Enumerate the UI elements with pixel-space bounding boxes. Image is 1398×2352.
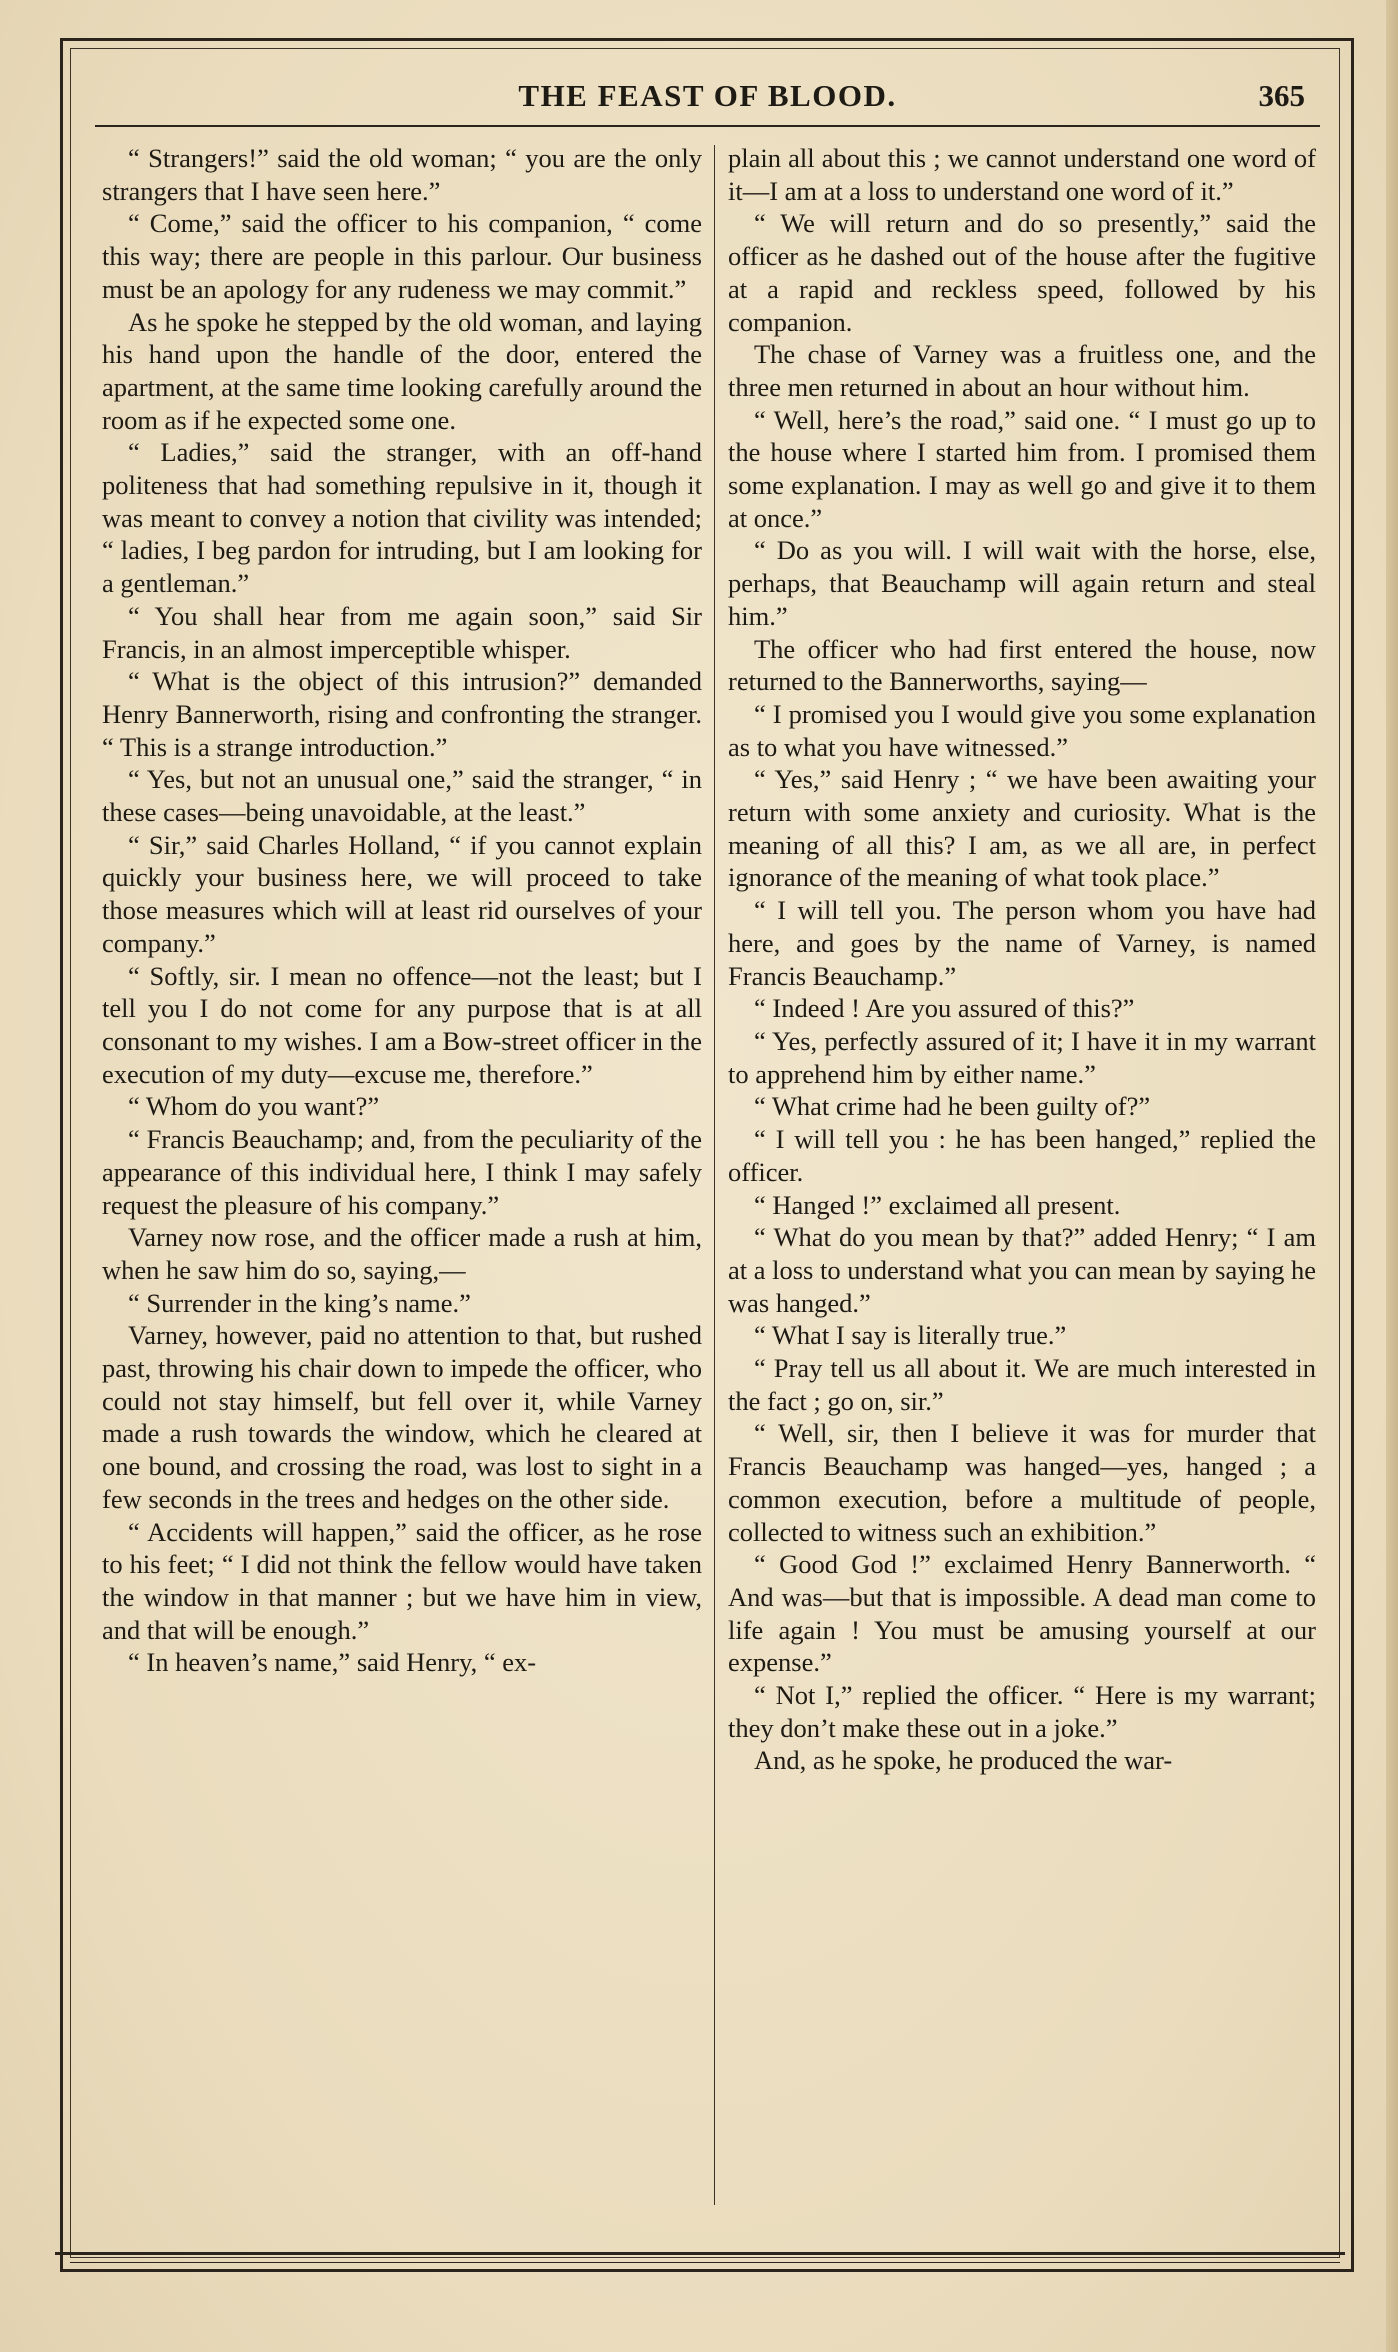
paragraph: “ What crime had he been guilty of?”: [754, 1091, 1151, 1122]
paragraph: Varney, however, paid no attention to that, but rushed past, throwing his chair down to impede the officer, who could not stay himself, but fell over it, while Varney made a rush towards the window, which he cleared at one bound, and crossing the road, was lost to sight in a few seconds in the trees and hedges on the other side.: [102, 1320, 702, 1514]
paragraph: “ What I say is literally true.”: [754, 1320, 1067, 1351]
paragraph: plain all about this ; we cannot understand one word of it—I am at a loss to understand one word of it.”: [728, 143, 1316, 206]
paragraph: “ I promised you I would give you some explanation as to what you have witnessed.”: [728, 698, 1316, 762]
paragraph: “ In heaven’s name,” said Henry, “ ex-: [128, 1647, 537, 1678]
page-header: [100, 74, 1315, 130]
paragraph: “ Well, sir, then I believe it was for murder that Francis Beauchamp was hanged—yes, hanged ; a common execution, before a multitude of people, collected to witness such an exhibition.”: [728, 1418, 1316, 1547]
paragraph: “ Do as you will. I will wait with the horse, else, perhaps, that Beauchamp will again return and steal him.”: [728, 535, 1316, 631]
paragraph: “ Not I,” replied the officer. “ Here is my warrant; they don’t make these out in a joke.”: [728, 1680, 1316, 1743]
paragraph: Varney now rose, and the officer made a rush at him, when he saw him do so, saying,—: [102, 1222, 702, 1285]
paragraph: “ Surrender in the king’s name.”: [128, 1287, 471, 1318]
paragraph: The chase of Varney was a fruitless one, and the three men returned in about an hour without him.: [728, 339, 1316, 402]
page-edge: [1386, 0, 1398, 2352]
left-column: [102, 142, 702, 2217]
paragraph: “ What do you mean by that?” added Henry; “ I am at a loss to understand what you can mean by saying he was hanged.”: [728, 1222, 1317, 1318]
paragraph: “ Indeed ! Are you assured of this?”: [754, 993, 1135, 1024]
header-rule: [95, 125, 1320, 127]
paragraph: “ Yes, but not an unusual one,” said the stranger, “ in these cases—being unavoidable, at the least.”: [102, 764, 702, 828]
footer-rule: [55, 2252, 1345, 2255]
paragraph: “ Come,” said the officer to his companion, “ come this way; there are people in this parlour. Our business must be an apology for any rudeness we may commit.”: [102, 208, 702, 304]
column-divider: [714, 145, 715, 2205]
paragraph: “ Yes,” said Henry ; “ we have been awaiting your return with some anxiety and curiosity. What is the meaning of all this? I am, as we all are, in perfect ignorance of the meaning of what took place.”: [728, 764, 1316, 893]
paragraph: “ Strangers!” said the old woman; “ you are the only strangers that I have seen here.”: [102, 143, 702, 206]
paragraph: “ Ladies,” said the stranger, with an off-hand politeness that had something repulsive in it, though it was meant to convey a notion that civility was intended; “ ladies, I beg pardon for intruding, but I am looking for a gentleman.”: [102, 437, 702, 599]
paragraph: The officer who had first entered the house, now returned to the Bannerworths, saying—: [728, 633, 1316, 697]
footer-rule-thin: [70, 2262, 1340, 2263]
paragraph: “ Accidents will happen,” said the officer, as he rose to his feet; “ I did not think the fellow would have taken the window in that manner ; but we have him in view, and that will be enough.”: [102, 1516, 702, 1645]
paragraph: “ Francis Beauchamp; and, from the peculiarity of the appearance of this individual here, I think I may safely request the pleasure of his company.”: [102, 1124, 702, 1220]
paragraph: “ You shall hear from me again soon,” said Sir Francis, in an almost imperceptible whisper.: [102, 600, 702, 664]
paragraph: “ I will tell you : he has been hanged,” replied the officer.: [728, 1124, 1316, 1187]
paragraph: “ What is the object of this intrusion?” demanded Henry Bannerworth, rising and confronting the stranger. “ This is a strange introduction.”: [102, 666, 702, 762]
paragraph: “ Whom do you want?”: [128, 1091, 380, 1122]
paragraph: “ Well, here’s the road,” said one. “ I must go up to the house where I started him from. I promised them some explanation. I may as well go and give it to them at once.”: [728, 404, 1316, 533]
paragraph: “ I will tell you. The person whom you have had here, and goes by the name of Varney, is named Francis Beauchamp.”: [728, 895, 1316, 991]
right-column: [728, 142, 1316, 2217]
page-number: 365: [1258, 78, 1305, 113]
paragraph: “ We will return and do so presently,” said the officer as he dashed out of the house after the fugitive at a rapid and reckless speed, followed by his companion.: [728, 208, 1316, 337]
paragraph: And, as he spoke, he produced the war-: [754, 1745, 1173, 1776]
running-title: THE FEAST OF BLOOD.: [518, 78, 897, 113]
paragraph: “ Yes, perfectly assured of it; I have it in my warrant to apprehend him by either name.”: [728, 1025, 1316, 1089]
paragraph: “ Hanged !” exclaimed all present.: [754, 1189, 1121, 1220]
paragraph: “ Sir,” said Charles Holland, “ if you cannot explain quickly your business here, we will proceed to take those measures which will at least rid ourselves of your company.”: [102, 829, 702, 958]
paragraph: “ Pray tell us all about it. We are much interested in the fact ; go on, sir.”: [728, 1353, 1316, 1416]
paragraph: “ Good God !” exclaimed Henry Bannerworth. “ And was—but that is impossible. A dead man come to life again ! You must be amusing yourself at our expense.”: [728, 1549, 1316, 1678]
paragraph: “ Softly, sir. I mean no offence—not the least; but I tell you I do not come for any purpose that is at all consonant to my wishes. I am a Bow-street officer in the execution of my duty—excuse me, therefore.”: [102, 960, 702, 1089]
paragraph: As he spoke he stepped by the old woman, and laying his hand upon the handle of the door, entered the apartment, at the same time looking carefully around the room as if he expected some one.: [102, 306, 702, 435]
